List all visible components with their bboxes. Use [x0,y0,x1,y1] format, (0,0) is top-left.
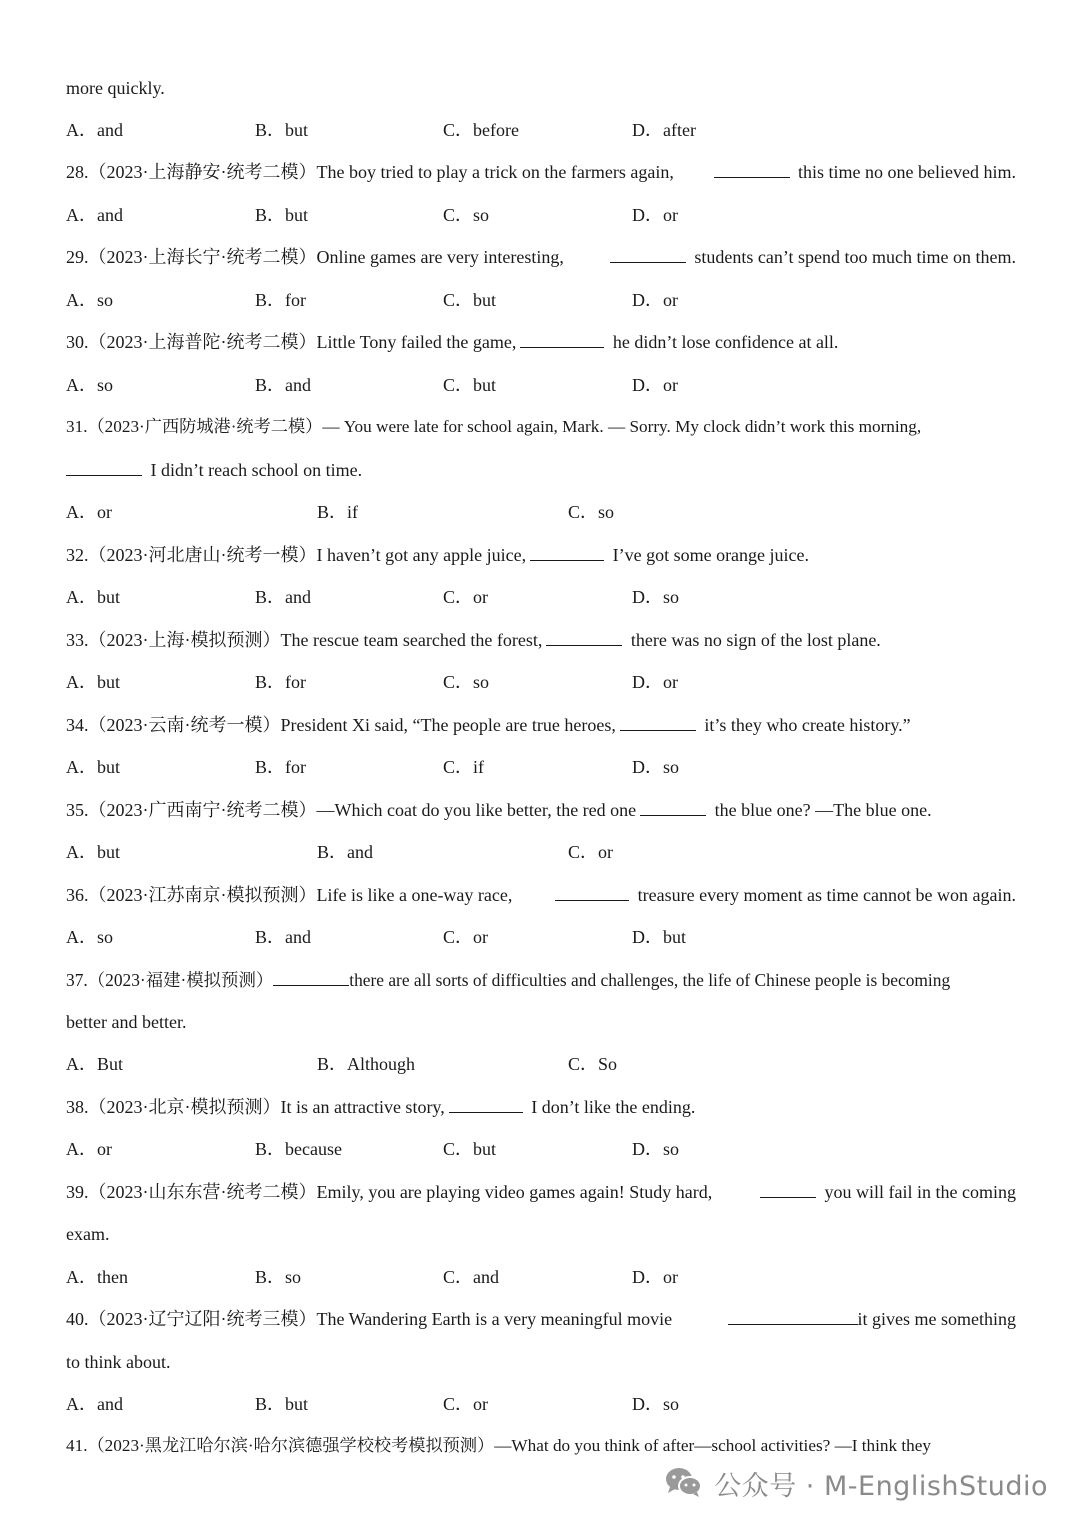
q29-option-c: C．but [443,290,497,310]
q28-option-b: B．but [255,205,309,225]
q33-blank [546,625,622,646]
q31-stem [66,412,1016,442]
q36-blank [555,880,629,901]
q37-option-c: C．So [568,1054,618,1074]
q40-head: 40.（2023·辽宁辽阳·统考三模）The Wandering Earth is a very meaningful movie [66,1309,673,1329]
q27-option-a: A．and [66,120,123,140]
q33-option-a: A．but [66,672,120,692]
q35-option-c: C．or [568,842,613,862]
q37-option-b: B．Although [317,1054,416,1074]
q38-blank [449,1092,523,1113]
q34-option-d: D．so [632,757,680,777]
q35-option-b: B．and [317,842,373,862]
q39-head: 39.（2023·山东东营·统考二模）Emily, you are playing video games again! Study hard, [66,1182,713,1202]
q30-head: 30.（2023·上海普陀·统考二模）Little Tony failed the game, [66,332,517,352]
q34-head: 34.（2023·云南·统考一模）President Xi said, “The people are true heroes, [66,715,616,735]
q37-stem-cont: better and better. [66,1012,187,1032]
q35-tail: the blue one? —The blue one. [714,800,932,820]
q36-tail: treasure every moment as time cannot be won again. [637,885,1016,905]
q29-option-d: D．or [632,290,678,310]
q29-tail: students can’t spend too much time on them. [694,247,1016,267]
q28-option-c: C．so [443,205,490,225]
q38-option-b: B．because [255,1139,342,1159]
q33-option-c: C．so [443,672,490,692]
q31-tail: I didn’t reach school on time. [150,460,363,480]
q35-blank [640,795,706,816]
q32-stem [66,540,1016,570]
q34-stem [66,710,1016,740]
q39-option-a: A．then [66,1267,128,1287]
q36-option-d: D．but [632,927,686,947]
q38-head: 38.（2023·北京·模拟预测）It is an attractive story, [66,1097,445,1117]
q39-tail: you will fail in the coming [824,1182,1016,1202]
q39-option-c: C．and [443,1267,499,1287]
q28-option-a: A．and [66,205,123,225]
q41-head: 41.（2023·黑龙江哈尔滨·哈尔滨德强学校校考模拟预测）—What do you think of after—school activities? —I think they [66,1436,931,1455]
wechat-icon [664,1466,704,1500]
q33-stem [66,625,1016,655]
q27-continuation: more quickly. [66,78,165,98]
q32-option-c: C．or [443,587,488,607]
q36-option-b: B．and [255,927,311,947]
q36-option-a: A．so [66,927,114,947]
q32-tail: I’ve got some orange juice. [612,545,810,565]
q33-option-b: B．for [255,672,306,692]
q31-option-a: A．or [66,502,112,522]
q34-tail: it’s they who create history.” [704,715,911,735]
watermark [664,1461,1048,1505]
q37-option-a: A．But [66,1054,124,1074]
q31-blank [66,455,142,476]
q37-stem [66,965,1016,995]
q29-head: 29.（2023·上海长宁·统考二模）Online games are very interesting, [66,247,564,267]
q30-tail: he didn’t lose confidence at all. [612,332,839,352]
q30-stem [66,327,1016,357]
q29-stem [66,242,1016,272]
q39-option-b: B．so [255,1267,302,1287]
q30-option-a: A．so [66,375,114,395]
q32-blank [530,540,604,561]
q38-tail: I don’t like the ending. [531,1097,696,1117]
q31-stem-cont [66,455,1016,485]
q40-stem [66,1304,1016,1334]
q36-head: 36.（2023·江苏南京·模拟预测）Life is like a one-way race, [66,885,513,905]
q39-stem-cont: exam. [66,1224,110,1244]
q40-tail: it gives me something [857,1309,1016,1329]
q40-option-c: C．or [443,1394,488,1414]
q28-stem [66,157,1016,187]
q40-option-a: A．and [66,1394,123,1414]
q34-blank [620,710,696,731]
q30-option-c: C．but [443,375,497,395]
q28-option-d: D．or [632,205,678,225]
q27-option-c: C．before [443,120,519,140]
q33-tail: there was no sign of the lost plane. [630,630,881,650]
q33-option-d: D．or [632,672,678,692]
q40-blank [728,1304,858,1325]
q38-option-d: D．so [632,1139,680,1159]
q35-stem [66,795,1016,825]
q31-option-b: B．if [317,502,359,522]
q30-blank [520,327,604,348]
q40-option-b: B．but [255,1394,309,1414]
q29-option-b: B．for [255,290,306,310]
q29-blank [610,242,686,263]
q32-option-a: A．but [66,587,120,607]
q30-option-d: D．or [632,375,678,395]
q35-option-a: A．but [66,842,120,862]
q37-head: 37.（2023·福建·模拟预测） [66,970,274,990]
watermark-text: 公众号 · M-EnglishStudio [714,1470,1048,1502]
q33-head: 33.（2023·上海·模拟预测）The rescue team searched the forest, [66,630,543,650]
q38-option-a: A．or [66,1139,112,1159]
q28-head: 28.（2023·上海静安·统考二模）The boy tried to play a trick on the farmers again, [66,162,674,182]
q38-option-c: C．but [443,1139,497,1159]
q28-blank [714,157,790,178]
q38-stem [66,1092,1016,1122]
q34-option-c: C．if [443,757,485,777]
q41-stem [66,1431,1016,1461]
q37-blank [273,965,349,986]
q27-option-d: D．after [632,120,696,140]
q32-head: 32.（2023·河北唐山·统考一模）I haven’t got any apple juice, [66,545,527,565]
q37-tail: there are all sorts of difficulties and challenges, the life of Chinese people is becoming [349,970,951,990]
q31-head: 31.（2023·广西防城港·统考二模）— You were late for school again, Mark. — Sorry. My clock didn’t work this morning, [66,417,922,436]
q39-option-d: D．or [632,1267,678,1287]
q39-stem [66,1177,1016,1207]
q35-head: 35.（2023·广西南宁·统考二模）—Which coat do you like better, the red one [66,800,637,820]
q36-option-c: C．or [443,927,488,947]
q34-option-a: A．but [66,757,120,777]
q28-tail: this time no one believed him. [798,162,1016,182]
q34-option-b: B．for [255,757,306,777]
q27-option-b: B．but [255,120,309,140]
q39-blank [760,1177,816,1198]
q32-option-d: D．so [632,587,680,607]
q30-option-b: B．and [255,375,311,395]
q31-option-c: C．so [568,502,615,522]
q29-option-a: A．so [66,290,114,310]
q40-option-d: D．so [632,1394,680,1414]
q36-stem [66,880,1016,910]
q40-stem-cont: to think about. [66,1352,171,1372]
q32-option-b: B．and [255,587,311,607]
